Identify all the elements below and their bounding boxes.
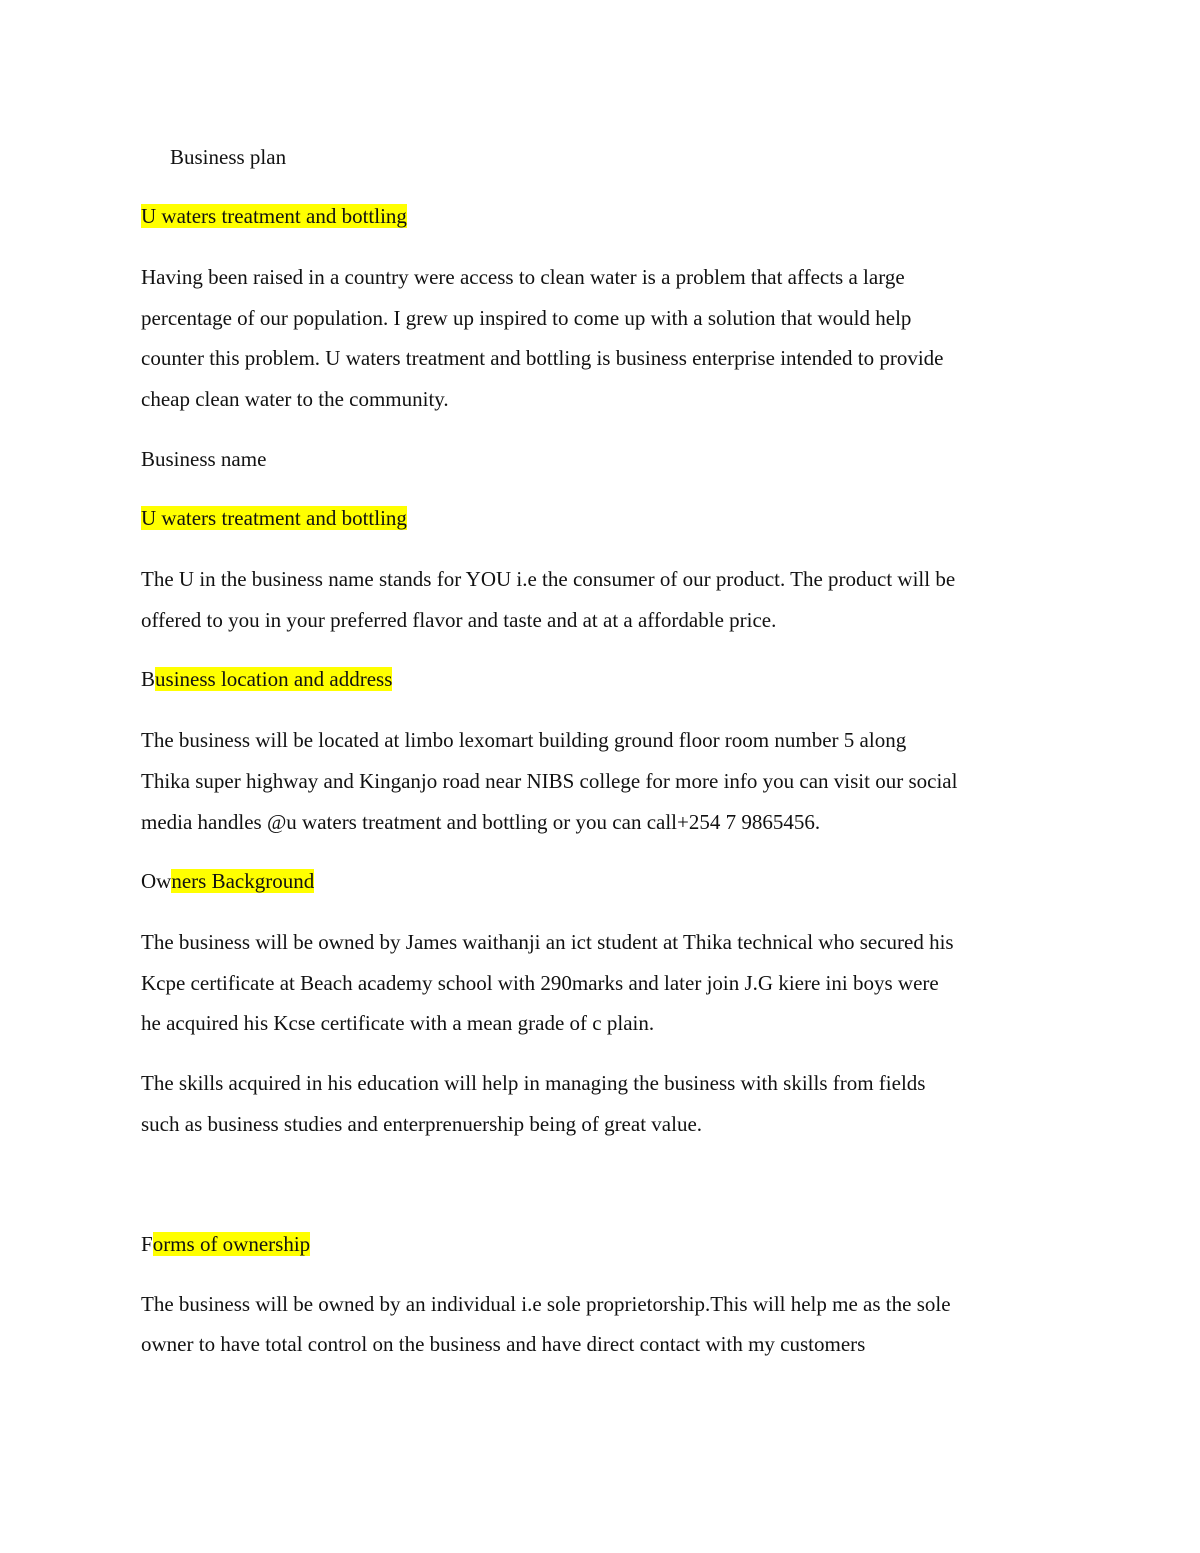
business-name-value xyxy=(141,504,407,532)
highlighted-text: U waters treatment and bottling xyxy=(141,506,407,530)
ownership-heading xyxy=(141,1230,310,1258)
highlighted-text: U waters treatment and bottling xyxy=(141,204,407,228)
owner-paragraph-line: The business will be owned by James waithanji an ict student at Thika technical who secured his xyxy=(141,930,954,954)
skills-paragraph-line: The skills acquired in his education will help in managing the business with skills from fields xyxy=(141,1071,926,1095)
heading-prefix: F xyxy=(141,1232,153,1256)
intro-line: counter this problem. U waters treatment and bottling is business enterprise intended to provide xyxy=(141,346,944,370)
owner-paragraph-line: he acquired his Kcse certificate with a mean grade of c plain. xyxy=(141,1011,655,1035)
skills-paragraph-line: such as business studies and enterprenuership being of great value. xyxy=(141,1112,703,1136)
location-paragraph-line: The business will be located at limbo lexomart building ground floor room number 5 along xyxy=(141,728,907,752)
ownership-paragraph-line: The business will be owned by an individual i.e sole proprietorship.This will help me as the sole xyxy=(141,1292,951,1316)
name-paragraph-line: offered to you in your preferred flavor and taste and at at a affordable price. xyxy=(141,608,777,632)
business-heading xyxy=(141,202,407,230)
intro-line: percentage of our population. I grew up inspired to come up with a solution that would help xyxy=(141,306,912,330)
location-paragraph-line: media handles @u waters treatment and bottling or you can call+254 7 9865456. xyxy=(141,810,821,834)
intro-line: cheap clean water to the community. xyxy=(141,387,449,411)
business-name-label: Business name xyxy=(141,447,267,471)
location-paragraph-line: Thika super highway and Kinganjo road near NIBS college for more info you can visit our social xyxy=(141,769,958,793)
location-heading xyxy=(141,665,392,693)
highlighted-text: orms of ownership xyxy=(152,1232,311,1256)
intro-line: Having been raised in a country were access to clean water is a problem that affects a large xyxy=(141,265,905,289)
name-paragraph-line: The U in the business name stands for YOU i.e the consumer of our product. The product will be xyxy=(141,567,956,591)
heading-prefix: B xyxy=(141,667,156,691)
document-title: Business plan xyxy=(170,145,287,169)
highlighted-text: ners Background xyxy=(171,869,315,893)
owner-heading xyxy=(141,867,314,895)
heading-prefix: Ow xyxy=(141,869,172,893)
ownership-paragraph-line: owner to have total control on the business and have direct contact with my customers xyxy=(141,1332,866,1356)
highlighted-text: usiness location and address xyxy=(155,667,393,691)
owner-paragraph-line: Kcpe certificate at Beach academy school with 290marks and later join J.G kiere ini boys were xyxy=(141,971,939,995)
